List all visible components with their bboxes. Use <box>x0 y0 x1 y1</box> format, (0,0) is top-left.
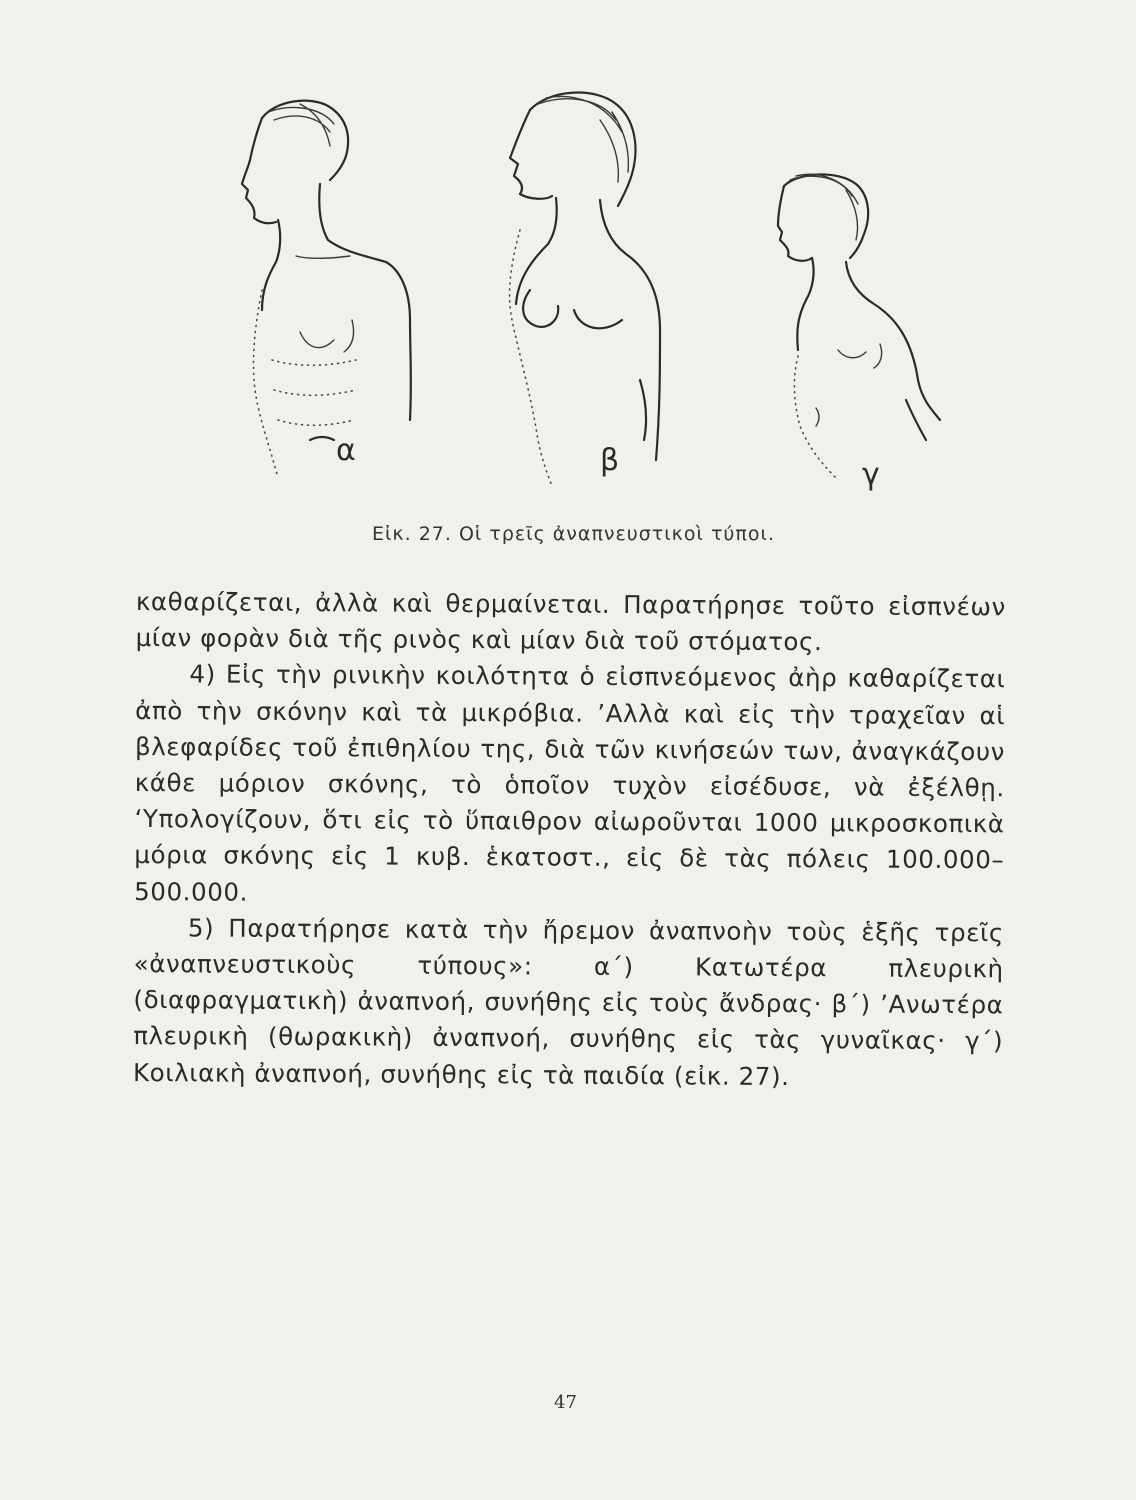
paragraph-1: καθαρίζεται, ἀλλὰ καὶ θερμαίνεται. Παρατήρησε τοῦτο εἰσπνέων μίαν φορὰν διὰ τῆς ρινὸς καὶ μίαν διὰ τοῦ στόματος. <box>135 586 1006 657</box>
paragraph-2: 4) Εἰς τὴν ρινικὴν κοιλότητα ὁ εἰσπνεόμενος ἀὴρ καθαρίζεται ἀπὸ τὴν σκόνην καὶ τὰ μικρόβια. ’Αλλὰ καὶ εἰς τὴν τραχεῖαν αἱ βλεφαρίδες τοῦ ἐπιθηλίου της, διὰ τῶν κινήσεών των, ἀναγκάζουν κάθε μόριον σκόνης, τὸ ὁποῖον τυχὸν εἰσέδυσε, νὰ ἐξέλθῃ. ‘Υπολογίζουν, ὅτι εἰς τὸ ὕπαιθρον αἰωροῦνται 1000 μικροσκοπικὰ μόρια σκόνης εἰς 1 κυβ. ἑκατοστ., εἰς δὲ τὰς πόλεις 100.000–500.000. <box>134 659 1006 907</box>
body-text <box>133 584 1006 1096</box>
figure-label-b: β <box>600 443 620 478</box>
figure-child-drawing <box>778 174 940 478</box>
page-number: 47 <box>554 1392 577 1413</box>
figure-man-drawing <box>242 101 411 478</box>
figure-caption: Εἰκ. 27. Οἱ τρεῖς ἀναπνευστικοὶ τύποι. <box>372 523 775 545</box>
figure-label-c: γ <box>862 457 880 492</box>
figure-breathing-types <box>0 0 1136 500</box>
figure-woman-drawing <box>510 93 660 486</box>
figure-illustration <box>0 0 1136 500</box>
figure-label-a: α <box>336 433 356 468</box>
paragraph-3: 5) Παρατήρησε κατὰ τὴν ἤρεμον ἀναπνοὴν τοὺς ἑξῆς τρεῖς «ἀναπνευστικοὺς τύπους»: α΄) Κατωτέρα πλευρικὴ (διαφραγματικὴ) ἀναπνοή, συνήθης εἰς τοὺς ἄνδρας· β΄) ’Ανωτέρα πλευρικὴ (θωρακικὴ) ἀναπνοή, συνήθης εἰς τὰς γυναῖκας· γ΄) Κοιλιακὴ ἀναπνοή, συνήθης εἰς τὰ παιδία (εἰκ. 27). <box>132 913 1004 1091</box>
